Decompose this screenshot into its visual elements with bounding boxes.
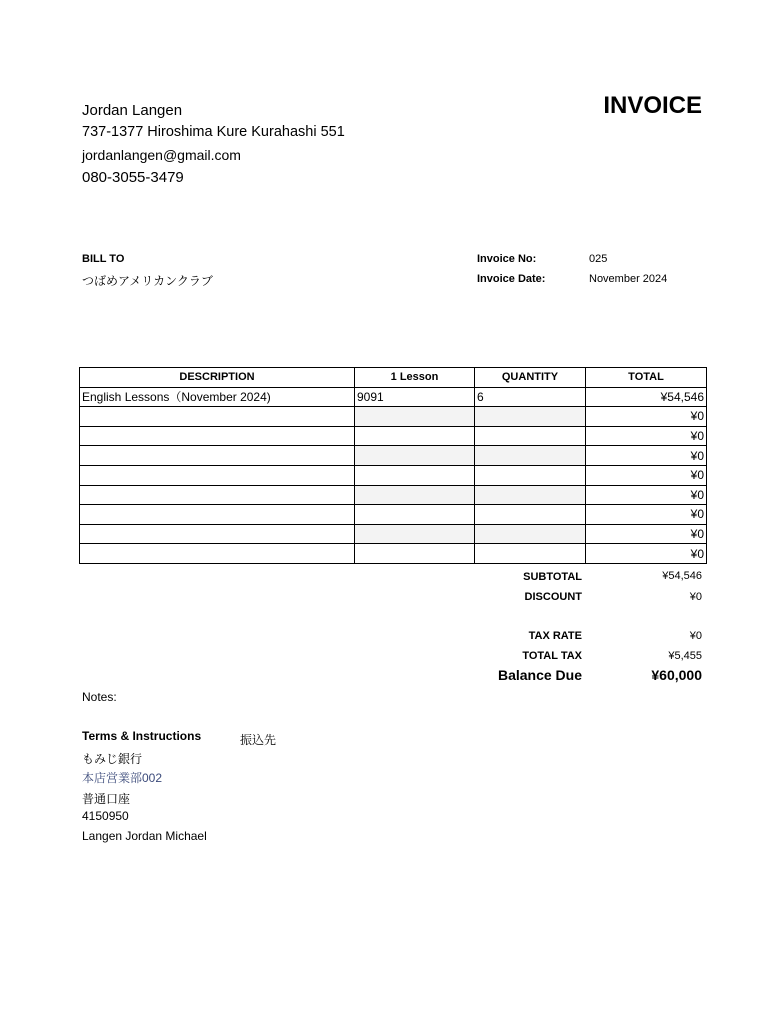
cell-rate: 9091 bbox=[355, 387, 475, 407]
cell-total: ¥0 bbox=[586, 485, 707, 505]
bank-name: もみじ銀行 bbox=[82, 752, 143, 766]
line-items-table bbox=[79, 367, 707, 564]
cell-total: ¥0 bbox=[586, 505, 707, 525]
bank-branch: 本店営業部002 bbox=[82, 771, 163, 785]
account-type: 普通口座 bbox=[82, 792, 131, 806]
cell-rate bbox=[355, 524, 475, 544]
col-header-description: DESCRIPTION bbox=[80, 368, 355, 388]
cell-quantity bbox=[475, 446, 586, 466]
cell-rate bbox=[355, 485, 475, 505]
table-row bbox=[80, 446, 707, 466]
total-tax-value: ¥5,455 bbox=[668, 650, 702, 662]
cell-rate bbox=[355, 544, 475, 564]
col-header-rate: 1 Lesson bbox=[355, 368, 475, 388]
cell-quantity bbox=[475, 465, 586, 485]
notes-label: Notes: bbox=[82, 690, 117, 704]
cell-description bbox=[80, 426, 355, 446]
table-row bbox=[80, 544, 707, 564]
sender-address: 737-1377 Hiroshima Kure Kurahashi 551 bbox=[82, 124, 345, 140]
cell-total: ¥54,546 bbox=[586, 387, 707, 407]
subtotal-value: ¥54,546 bbox=[662, 570, 702, 582]
invoice-title: INVOICE bbox=[603, 92, 702, 119]
cell-description bbox=[80, 485, 355, 505]
cell-description bbox=[80, 505, 355, 525]
cell-total: ¥0 bbox=[586, 426, 707, 446]
cell-rate bbox=[355, 505, 475, 525]
table-row bbox=[80, 465, 707, 485]
discount-value: ¥0 bbox=[689, 591, 702, 603]
cell-total: ¥0 bbox=[586, 524, 707, 544]
cell-total: ¥0 bbox=[586, 544, 707, 564]
invoice-date-label: Invoice Date: bbox=[477, 273, 546, 285]
subtotal-label: SUBTOTAL bbox=[523, 571, 582, 583]
cell-rate bbox=[355, 426, 475, 446]
table-row bbox=[80, 426, 707, 446]
table-row bbox=[80, 407, 707, 427]
table-row bbox=[80, 485, 707, 505]
cell-description bbox=[80, 446, 355, 466]
cell-rate bbox=[355, 407, 475, 427]
discount-label: DISCOUNT bbox=[524, 591, 582, 603]
table-row bbox=[80, 524, 707, 544]
cell-quantity bbox=[475, 524, 586, 544]
sender-name: Jordan Langen bbox=[82, 102, 183, 119]
cell-quantity bbox=[475, 544, 586, 564]
table-row bbox=[80, 387, 707, 407]
tax-rate-label: TAX RATE bbox=[528, 630, 582, 642]
cell-description bbox=[80, 465, 355, 485]
col-header-quantity: QUANTITY bbox=[475, 368, 586, 388]
cell-quantity bbox=[475, 407, 586, 427]
cell-description bbox=[80, 407, 355, 427]
cell-description: English Lessons（November 2024) bbox=[80, 387, 355, 407]
balance-due-value: ¥60,000 bbox=[651, 667, 702, 683]
account-holder: Langen Jordan Michael bbox=[82, 829, 207, 843]
invoice-no-value: 025 bbox=[589, 253, 608, 265]
cell-total: ¥0 bbox=[586, 407, 707, 427]
total-tax-label: TOTAL TAX bbox=[522, 650, 582, 662]
table-header-row bbox=[80, 368, 707, 388]
account-number: 4150950 bbox=[82, 809, 129, 823]
col-header-total: TOTAL bbox=[586, 368, 707, 388]
cell-total: ¥0 bbox=[586, 446, 707, 466]
bill-to-name: つばめアメリカンクラブ bbox=[82, 274, 213, 288]
cell-total: ¥0 bbox=[586, 465, 707, 485]
bill-to-label: BILL TO bbox=[82, 253, 125, 265]
cell-quantity bbox=[475, 426, 586, 446]
table-row bbox=[80, 505, 707, 525]
sender-email: jordanlangen@gmail.com bbox=[82, 147, 241, 163]
invoice-date-value: November 2024 bbox=[589, 273, 668, 285]
cell-description bbox=[80, 524, 355, 544]
invoice-no-label: Invoice No: bbox=[477, 253, 537, 265]
cell-quantity bbox=[475, 505, 586, 525]
terms-subtitle: 振込先 bbox=[240, 733, 277, 747]
cell-description bbox=[80, 544, 355, 564]
cell-quantity: 6 bbox=[475, 387, 586, 407]
cell-rate bbox=[355, 446, 475, 466]
sender-phone: 080-3055-3479 bbox=[82, 169, 184, 186]
cell-rate bbox=[355, 465, 475, 485]
terms-title: Terms & Instructions bbox=[82, 729, 202, 743]
balance-due-label: Balance Due bbox=[497, 667, 582, 683]
cell-quantity bbox=[475, 485, 586, 505]
tax-rate-value: ¥0 bbox=[689, 630, 702, 642]
